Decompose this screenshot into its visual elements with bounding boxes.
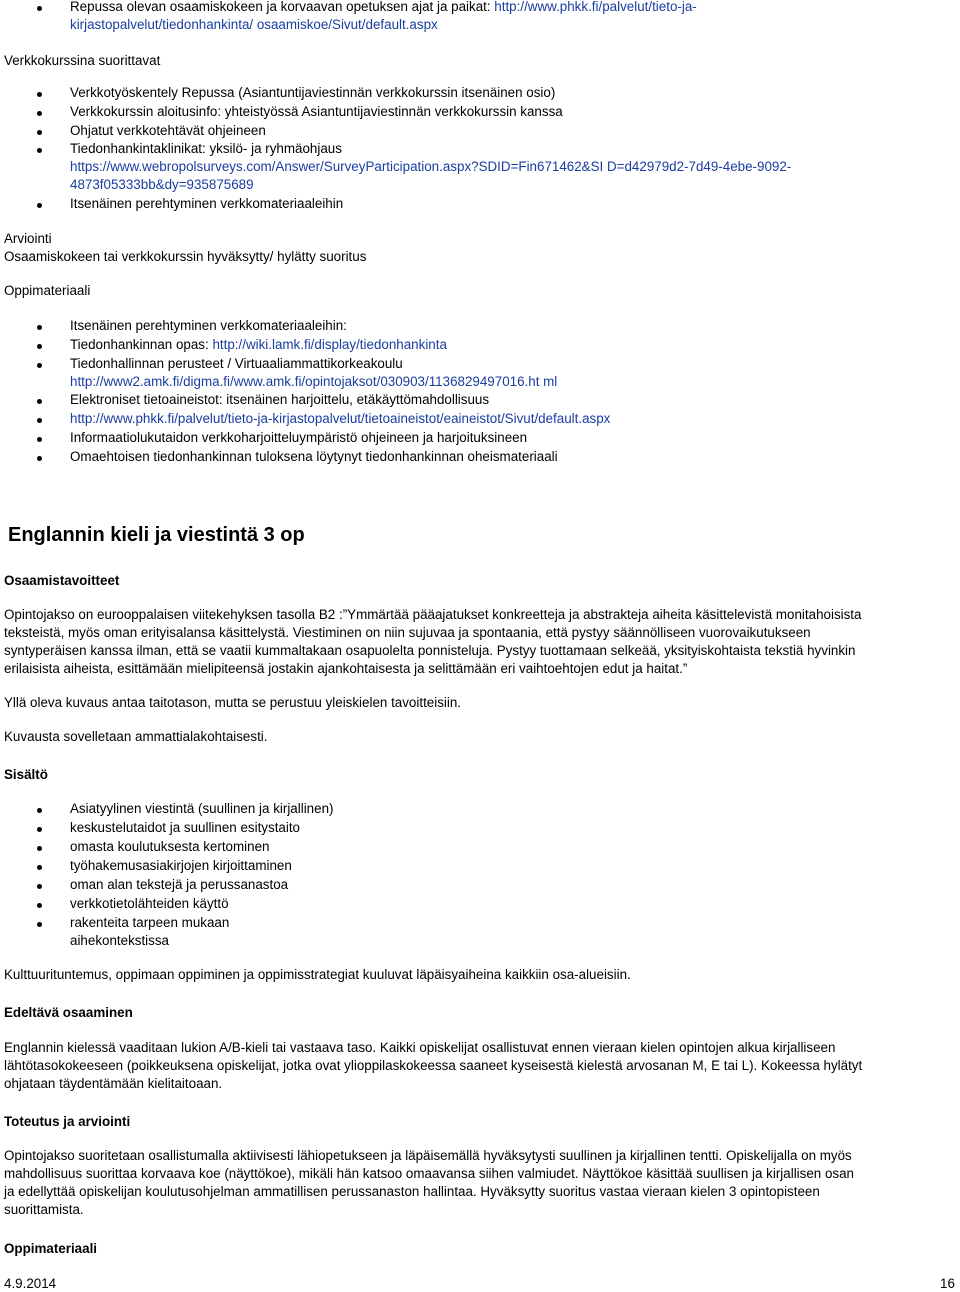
bullet	[37, 111, 42, 116]
list-item: Verkkokurssin aloitusinfo: yhteistyössä Asiantuntijaviestinnän verkkokurssin kanssa	[70, 104, 563, 119]
survey-link[interactable]: https://www.webropolsurveys.com/Answer/SurveyParticipation.aspx?SDID=Fin671462&SI D=d42979d2-7d49-4ebe-9092-	[70, 159, 792, 174]
link[interactable]: http://wiki.lamk.fi/display/tiedonhankinta	[212, 337, 447, 352]
bullet	[37, 399, 42, 404]
paragraph-line: erilaisista aiheista, esittämään mielipiteensä jostakin ajankohtaisesta ja selittämään eri vaihtoehtojen edut ja haitat.”	[4, 661, 688, 676]
list-item: Tiedonhankintaklinikat: yksilö- ja ryhmäohjaus	[70, 141, 342, 156]
bullet	[37, 6, 42, 11]
list-item: Tiedonhallinnan perusteet / Virtuaaliammattikorkeakoulu	[70, 356, 403, 371]
link[interactable]: http://www2.amk.fi/digma.fi/www.amk.fi/opintojaksot/030903/1136829497016.ht ml	[70, 374, 558, 389]
bullet	[37, 865, 42, 870]
bullet	[37, 903, 42, 908]
link[interactable]: http://www.phkk.fi/palvelut/tieto-ja-kirjastopalvelut/tietoaineistot/eaineistot/Sivut/default.aspx	[70, 411, 611, 426]
bullet	[37, 418, 42, 423]
list-item	[70, 0, 697, 15]
list-item: Asiatyylinen viestintä (suullinen ja kirjallinen)	[70, 801, 334, 816]
section-heading: Arviointi	[4, 231, 52, 246]
list-item: rakenteita tarpeen mukaan	[70, 915, 230, 930]
bullet	[37, 203, 42, 208]
paragraph-line: syntyperäisen kanssa ilman, että se vaatii kummaltakaan osapuolelta ponnisteluja. Pystyy tuottamaan selkeää, yksityiskohtaista tekstiä hyvinkin	[4, 643, 856, 658]
section-heading: Osaamistavoitteet	[4, 573, 120, 588]
list-item: Omaehtoisen tiedonhankinnan tuloksena löytynyt tiedonhankinnan oheismateriaali	[70, 449, 558, 464]
paragraph: Kulttuurituntemus, oppimaan oppiminen ja oppimisstrategiat kuuluvat läpäisyaiheina kaikkiin osa-alueisiin.	[4, 967, 631, 982]
footer-date: 4.9.2014	[4, 1276, 57, 1291]
list-item: Informaatiolukutaidon verkkoharjoitteluympäristö ohjeineen ja harjoituksineen	[70, 430, 528, 445]
section-heading: Verkkokurssina suorittavat	[4, 53, 161, 68]
paragraph-line: Opintojakso suoritetaan osallistumalla aktiivisesti lähiopetukseen ja läpäisemällä hyväksytysti suullinen ja kirjallinen tentti. Opiskelijalla on myös	[4, 1148, 852, 1163]
paragraph: Kuvausta sovelletaan ammattialakohtaisesti.	[4, 729, 268, 744]
paragraph-line: Opintojakso on eurooppalaisen viitekehyksen tasolla B2 :”Ymmärtää pääajatukset konkreetteja ja abstrakteja aiheita käsittelevistä monitahoisista	[4, 607, 862, 622]
list-item: Itsenäinen perehtyminen verkkomateriaaleihin:	[70, 318, 347, 333]
list-item: aihekontekstissa	[70, 933, 169, 948]
bullet	[37, 325, 42, 330]
page-number: 16	[940, 1276, 955, 1291]
section-heading: Oppimateriaali	[4, 283, 91, 298]
bullet	[37, 130, 42, 135]
paragraph: Yllä oleva kuvaus antaa taitotason, mutta se perustuu yleiskielen tavoitteisiin.	[4, 695, 462, 710]
bullet	[37, 437, 42, 442]
paragraph-line: Englannin kielessä vaaditaan lukion A/B-kieli tai vastaava taso. Kaikki opiskelijat osallistuvat ennen vieraan kielen opintojen alkua kirjalliseen	[4, 1040, 836, 1055]
list-item: Ohjatut verkkotehtävät ohjeineen	[70, 123, 266, 138]
paragraph-line: ja edellyttää opiskelijan koulutusohjelman ammatillisen perussanaston hallintaa. Hyväksytty suoritus vastaa vieraan kielen 3 opintopisteen	[4, 1184, 820, 1199]
bullet	[37, 808, 42, 813]
item-text: Repussa olevan osaamiskokeen ja korvaavan opetuksen ajat ja paikat:	[70, 0, 495, 14]
paragraph-line: mahdollisuus suorittaa korvaava koe (näyttökoe), mikäli hän katsoo omaavansa siihen valmiudet. Näyttökoe käsittää suullisen ja kirjallisen osan	[4, 1166, 854, 1181]
link[interactable]: http://www.phkk.fi/palvelut/tieto-ja-	[494, 0, 697, 14]
section-heading: Sisältö	[4, 767, 48, 782]
bullet	[37, 846, 42, 851]
course-title: Englannin kieli ja viestintä 3 op	[8, 524, 305, 546]
paragraph-line: suorittamista.	[4, 1202, 84, 1217]
paragraph-line: ohjataan täydentämään kielitaitoaan.	[4, 1076, 223, 1091]
list-item: työhakemusasiakirjojen kirjoittaminen	[70, 858, 292, 873]
section-heading: Oppimateriaali	[4, 1241, 98, 1256]
bullet	[37, 827, 42, 832]
bullet	[37, 92, 42, 97]
bullet	[37, 363, 42, 368]
item-text: Tiedonhankinnan opas:	[70, 337, 213, 352]
bullet	[37, 148, 42, 153]
survey-link-cont[interactable]: 4873f05333bb&dy=935875689	[70, 177, 254, 192]
bullet	[37, 922, 42, 927]
list-item: Elektroniset tietoaineistot: itsenäinen harjoittelu, etäkäyttömahdollisuus	[70, 392, 490, 407]
list-item: keskustelutaidot ja suullinen esitystaito	[70, 820, 301, 835]
list-item: Verkkotyöskentely Repussa (Asiantuntijaviestinnän verkkokurssin itsenäinen osio)	[70, 85, 556, 100]
bullet	[37, 344, 42, 349]
list-item: oman alan tekstejä ja perussanastoa	[70, 877, 289, 892]
paragraph: Osaamiskokeen tai verkkokurssin hyväksytty/ hylätty suoritus	[4, 249, 367, 264]
paragraph-line: teksteistä, myös oman erityisalansa käsittelystä. Viestiminen on niin sujuvaa ja spontaania, että pystyy säännölliseen vuorovaikutukseen	[4, 625, 811, 640]
paragraph-line: lähtötasokokeeseen (poikkeuksena opiskelijat, jotka ovat ylioppilaskokeessa saaneet kyseisestä kielestä arvosanan M, E tai L). Kokeessa hylätyt	[4, 1058, 863, 1073]
list-item	[70, 336, 447, 353]
bullet	[37, 884, 42, 889]
list-item: omasta koulutuksesta kertominen	[70, 839, 270, 854]
section-heading: Edeltävä osaaminen	[4, 1005, 133, 1020]
section-heading: Toteutus ja arviointi	[4, 1114, 131, 1129]
list-item: verkkotietolähteiden käyttö	[70, 896, 229, 911]
link[interactable]: kirjastopalvelut/tiedonhankinta/ osaamiskoe/Sivut/default.aspx	[70, 17, 438, 32]
list-item: Itsenäinen perehtyminen verkkomateriaaleihin	[70, 196, 344, 211]
bullet	[37, 456, 42, 461]
